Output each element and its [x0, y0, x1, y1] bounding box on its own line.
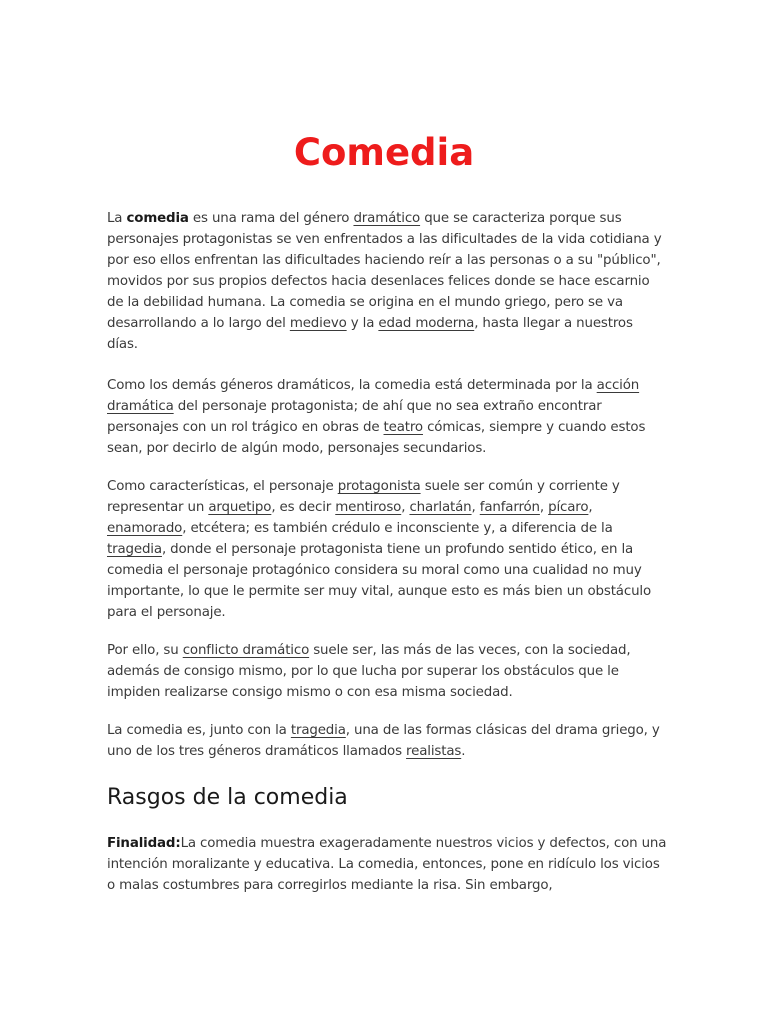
text: , etcétera; es también crédulo e inconsciente y, a diferencia de la — [182, 521, 613, 536]
link-edad-moderna[interactable]: edad moderna — [378, 316, 475, 331]
paragraph-intro — [107, 208, 667, 355]
link-fanfarron[interactable]: fanfarrón — [479, 500, 540, 515]
text: . — [461, 744, 466, 759]
link-arquetipo[interactable]: arquetipo — [208, 500, 272, 515]
text: , — [471, 500, 480, 515]
link-dramatico[interactable]: dramático — [353, 211, 421, 226]
page-title: Comedia — [293, 131, 475, 174]
text: Como los demás géneros dramáticos, la comedia está determinada por la — [107, 378, 597, 393]
text: , donde el personaje protagonista tiene un profundo sentido ético, en la comedia el personaje protagónico considera su moral como una cualidad no muy importante, lo que le permite ser muy vital, aunque esto es más bien un obstáculo para el personaje. — [107, 542, 652, 620]
text: La comedia es, junto con la — [107, 723, 291, 738]
bold-term: Finalidad: — [107, 836, 181, 851]
paragraph-caracteristicas — [107, 476, 667, 623]
link-picaro[interactable]: pícaro — [548, 500, 589, 515]
text: que se caracteriza porque sus personajes protagonistas se ven enfrentados a las dificultades de la vida cotidiana y por eso ellos enfrentan las dificultades haciendo reír a las personas o a su "público", movidos por sus propios defectos hacia desenlaces felices donde se hace escarnio de la debilidad humana. La comedia se origina en el mundo griego, pero se va desarrollando a lo largo del — [107, 211, 662, 331]
text: La comedia muestra exageradamente nuestros vicios y defectos, con una intención moralizante y educativa. La comedia, entonces, pone en ridículo los vicios o malas costumbres para corregirlos mediante la risa. Sin embargo, — [107, 836, 667, 893]
text: , — [588, 500, 593, 515]
text: , — [401, 500, 410, 515]
text: del personaje protagonista; de ahí que no sea extraño encontrar personajes con un rol trágico en obras de — [107, 399, 602, 435]
link-tragedia-2[interactable]: tragedia — [290, 723, 346, 738]
link-teatro[interactable]: teatro — [383, 420, 423, 435]
text: , es decir — [271, 500, 336, 515]
link-tragedia[interactable]: tragedia — [107, 542, 162, 557]
link-enamorado[interactable]: enamorado — [107, 521, 183, 536]
paragraph-finalidad — [107, 833, 667, 896]
text: suele ser común y corriente y representar un — [107, 479, 620, 515]
text: , hasta llegar a nuestros días. — [107, 316, 633, 352]
link-conflicto-dramatico[interactable]: conflicto dramático — [182, 643, 310, 658]
link-accion-dramatica[interactable]: acción dramática — [107, 378, 640, 414]
text: suele ser, las más de las veces, con la sociedad, además de consigo mismo, por lo que lucha por superar los obstáculos que le impiden realizarse consigo mismo o con esa misma sociedad. — [107, 643, 631, 700]
text: Como características, el personaje — [107, 479, 338, 494]
text: Por ello, su — [107, 643, 183, 658]
text: , — [539, 500, 549, 515]
link-mentiroso[interactable]: mentiroso — [335, 500, 402, 515]
text: es una rama del género — [188, 211, 354, 226]
bold-term: comedia — [126, 211, 189, 226]
text: La — [107, 211, 127, 226]
paragraph-conflicto — [107, 640, 667, 703]
text: cómicas, siempre y cuando estos sean, por decirlo de algún modo, personajes secundarios. — [107, 420, 646, 456]
paragraph-generos — [107, 720, 667, 762]
text: y la — [346, 316, 379, 331]
section-heading: Rasgos de la comedia — [107, 785, 348, 810]
text: , una de las formas clásicas del drama griego, y uno de los tres géneros dramáticos llamados — [107, 723, 660, 759]
link-medievo[interactable]: medievo — [289, 316, 347, 331]
paragraph-accion — [107, 375, 667, 459]
link-protagonista[interactable]: protagonista — [337, 479, 421, 494]
link-realistas[interactable]: realistas — [406, 744, 462, 759]
link-charlatan[interactable]: charlatán — [409, 500, 472, 515]
